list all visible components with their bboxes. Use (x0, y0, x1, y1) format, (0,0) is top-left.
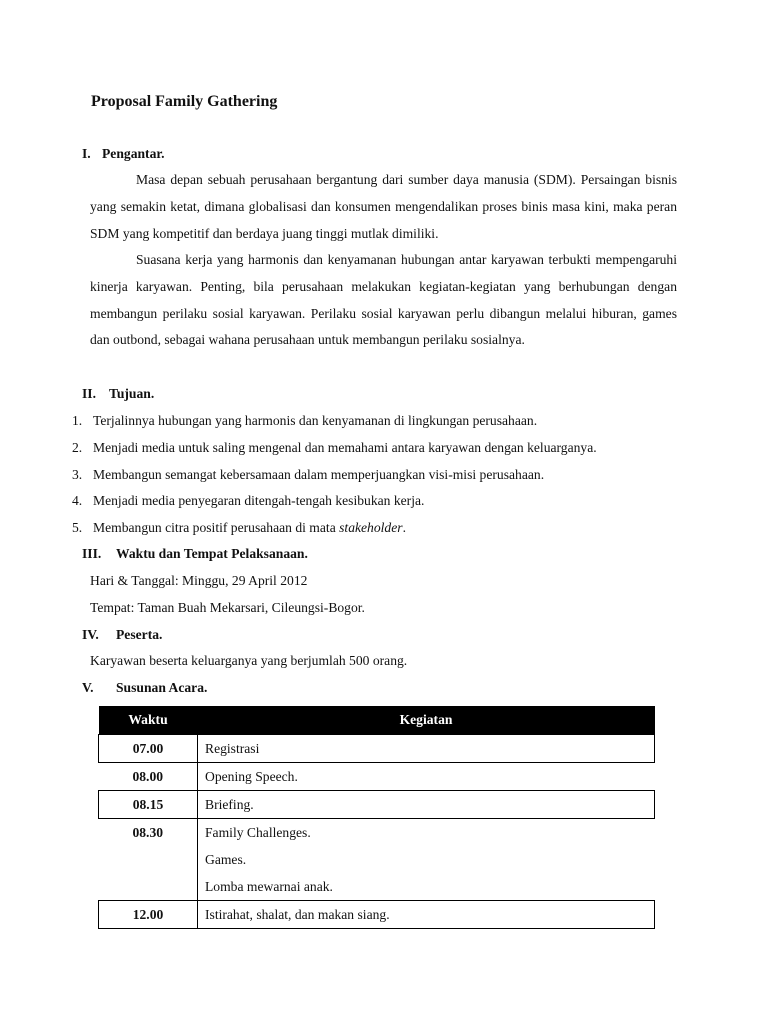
intro-paragraph-2-text: Suasana kerja yang harmonis dan kenyamanan hubungan antar karyawan terbukti mempengaruhi kinerja karyawan. Penting, bila perusahaan melakukan kegiatan-kegiatan yang berhubungan dengan membangun perilaku sosial karyawan. Perilaku sosial karyawan perlu dibangun melalui hiburan, games dan outbond, sebagai wahana perusahaan untuk membangun perilaku sosialnya. (90, 252, 677, 348)
row-activity: Registrasi (198, 735, 655, 763)
event-place: Tempat: Taman Buah Mekarsari, Cileungsi-Bogor. (90, 600, 365, 615)
section-label: Susunan Acara. (116, 680, 208, 695)
section-number: IV. (82, 627, 99, 642)
intro-paragraph-1 (90, 167, 677, 247)
section-label: Peserta. (116, 627, 163, 642)
document-page: Proposal Family Gathering I. Pengantar. Masa depan sebuah perusahaan bergantung dari sumber daya manusia (SDM). Persaingan bisnis yang semakin ketat, dimana globalisasi dan konsumen mengendalikan proses binis masa kini, maka peran SDM yang kompetitif dan berdaya juang tinggi mutlak dimiliki. Suasana kerja yang harmonis dan kenyamanan hubungan antar karyawan terbukti mempengaruhi kinerja karyawan. Penting, bila perusahaan melakukan kegiatan-kegiatan yang berhubungan dengan membangun perilaku sosial karyawan. Perilaku sosial karyawan perlu dibangun melalui hiburan, games dan outbond, sebagai wahana perusahaan untuk membangun perilaku sosialnya. II. Tujuan. 1. Terjalinnya hubungan yang harmonis dan kenyamanan di lingkungan perusahaan. 2. Menjadi media untuk saling mengenal dan memahami antara karyawan dengan keluarganya. 3. Membangun semangat kebersamaan dalam memperjuangkan visi-misi perusahaan. 4. Menjadi media penyegaran ditengah-tengah kesibukan kerja. 5. Membangun citra positif perusahaan di mata stakeholder. III. Waktu dan Tempat Pelaksanaan. Hari & Tanggal: Minggu, 29 April 2012 Tempat: Taman Buah Mekarsari, Cileungsi-Bogor. IV. Peserta. Karyawan beserta keluarganya yang berjumlah 500 orang. V. Susunan Acara. Waktu Kegiatan 07.00 Registrasi 08.00 Opening Speech. 08.15 Briefing. 08.30 Family Challenges. Games. Lomba mewarnai anak. 12.00 Istirahat, shalat, dan makan siang. (0, 0, 768, 1024)
activity-line: Lomba mewarnai anak. (205, 879, 333, 894)
agenda-table (98, 706, 655, 929)
activity-line: Games. (205, 852, 247, 867)
section-number: V. (82, 680, 94, 695)
row-activity: Opening Speech. (205, 769, 298, 784)
row-time: 08.30 (99, 819, 198, 901)
document-title: Proposal Family Gathering (91, 93, 278, 110)
row-activity: Briefing. (198, 791, 655, 819)
table-row (99, 819, 655, 901)
column-header-time: Waktu (99, 706, 198, 735)
table-row (99, 901, 655, 929)
table-row (99, 763, 655, 791)
intro-paragraph-1-text: Masa depan sebuah perusahaan bergantung dari sumber daya manusia (SDM). Persaingan bisnis yang semakin ketat, dimana globalisasi dan konsumen mengendalikan proses binis masa kini, maka peran SDM yang kompetitif dan berdaya juang tinggi mutlak dimiliki. (90, 172, 677, 241)
section-label: Waktu dan Tempat Pelaksanaan. (116, 546, 308, 561)
table-row (99, 735, 655, 763)
row-activity: Istirahat, shalat, dan makan siang. (198, 901, 655, 929)
section-label: Tujuan. (109, 386, 155, 401)
table-row (99, 791, 655, 819)
section-number: I. (82, 146, 91, 161)
row-time: 08.15 (99, 791, 198, 819)
section-heading-agenda (82, 680, 207, 696)
row-activity (198, 819, 655, 901)
participants-text: Karyawan beserta keluarganya yang berjumlah 500 orang. (90, 653, 408, 668)
section-heading-participants (82, 627, 162, 643)
section-number: III. (82, 546, 102, 561)
table-header-row (99, 706, 655, 735)
row-time: 08.00 (99, 763, 198, 791)
row-time: 12.00 (99, 901, 198, 929)
section-label: Pengantar. (102, 146, 165, 161)
activity-line: Family Challenges. (205, 825, 311, 840)
intro-paragraph-2 (90, 247, 677, 354)
section-number: II. (82, 386, 96, 401)
column-header-activity: Kegiatan (198, 706, 655, 735)
section-heading-intro (82, 146, 165, 162)
row-time: 07.00 (99, 735, 198, 763)
section-heading-time-place (82, 546, 308, 562)
emphasized-word: stakeholder (339, 520, 403, 536)
section-heading-goals (82, 386, 154, 402)
event-date: Hari & Tanggal: Minggu, 29 April 2012 (90, 573, 308, 588)
